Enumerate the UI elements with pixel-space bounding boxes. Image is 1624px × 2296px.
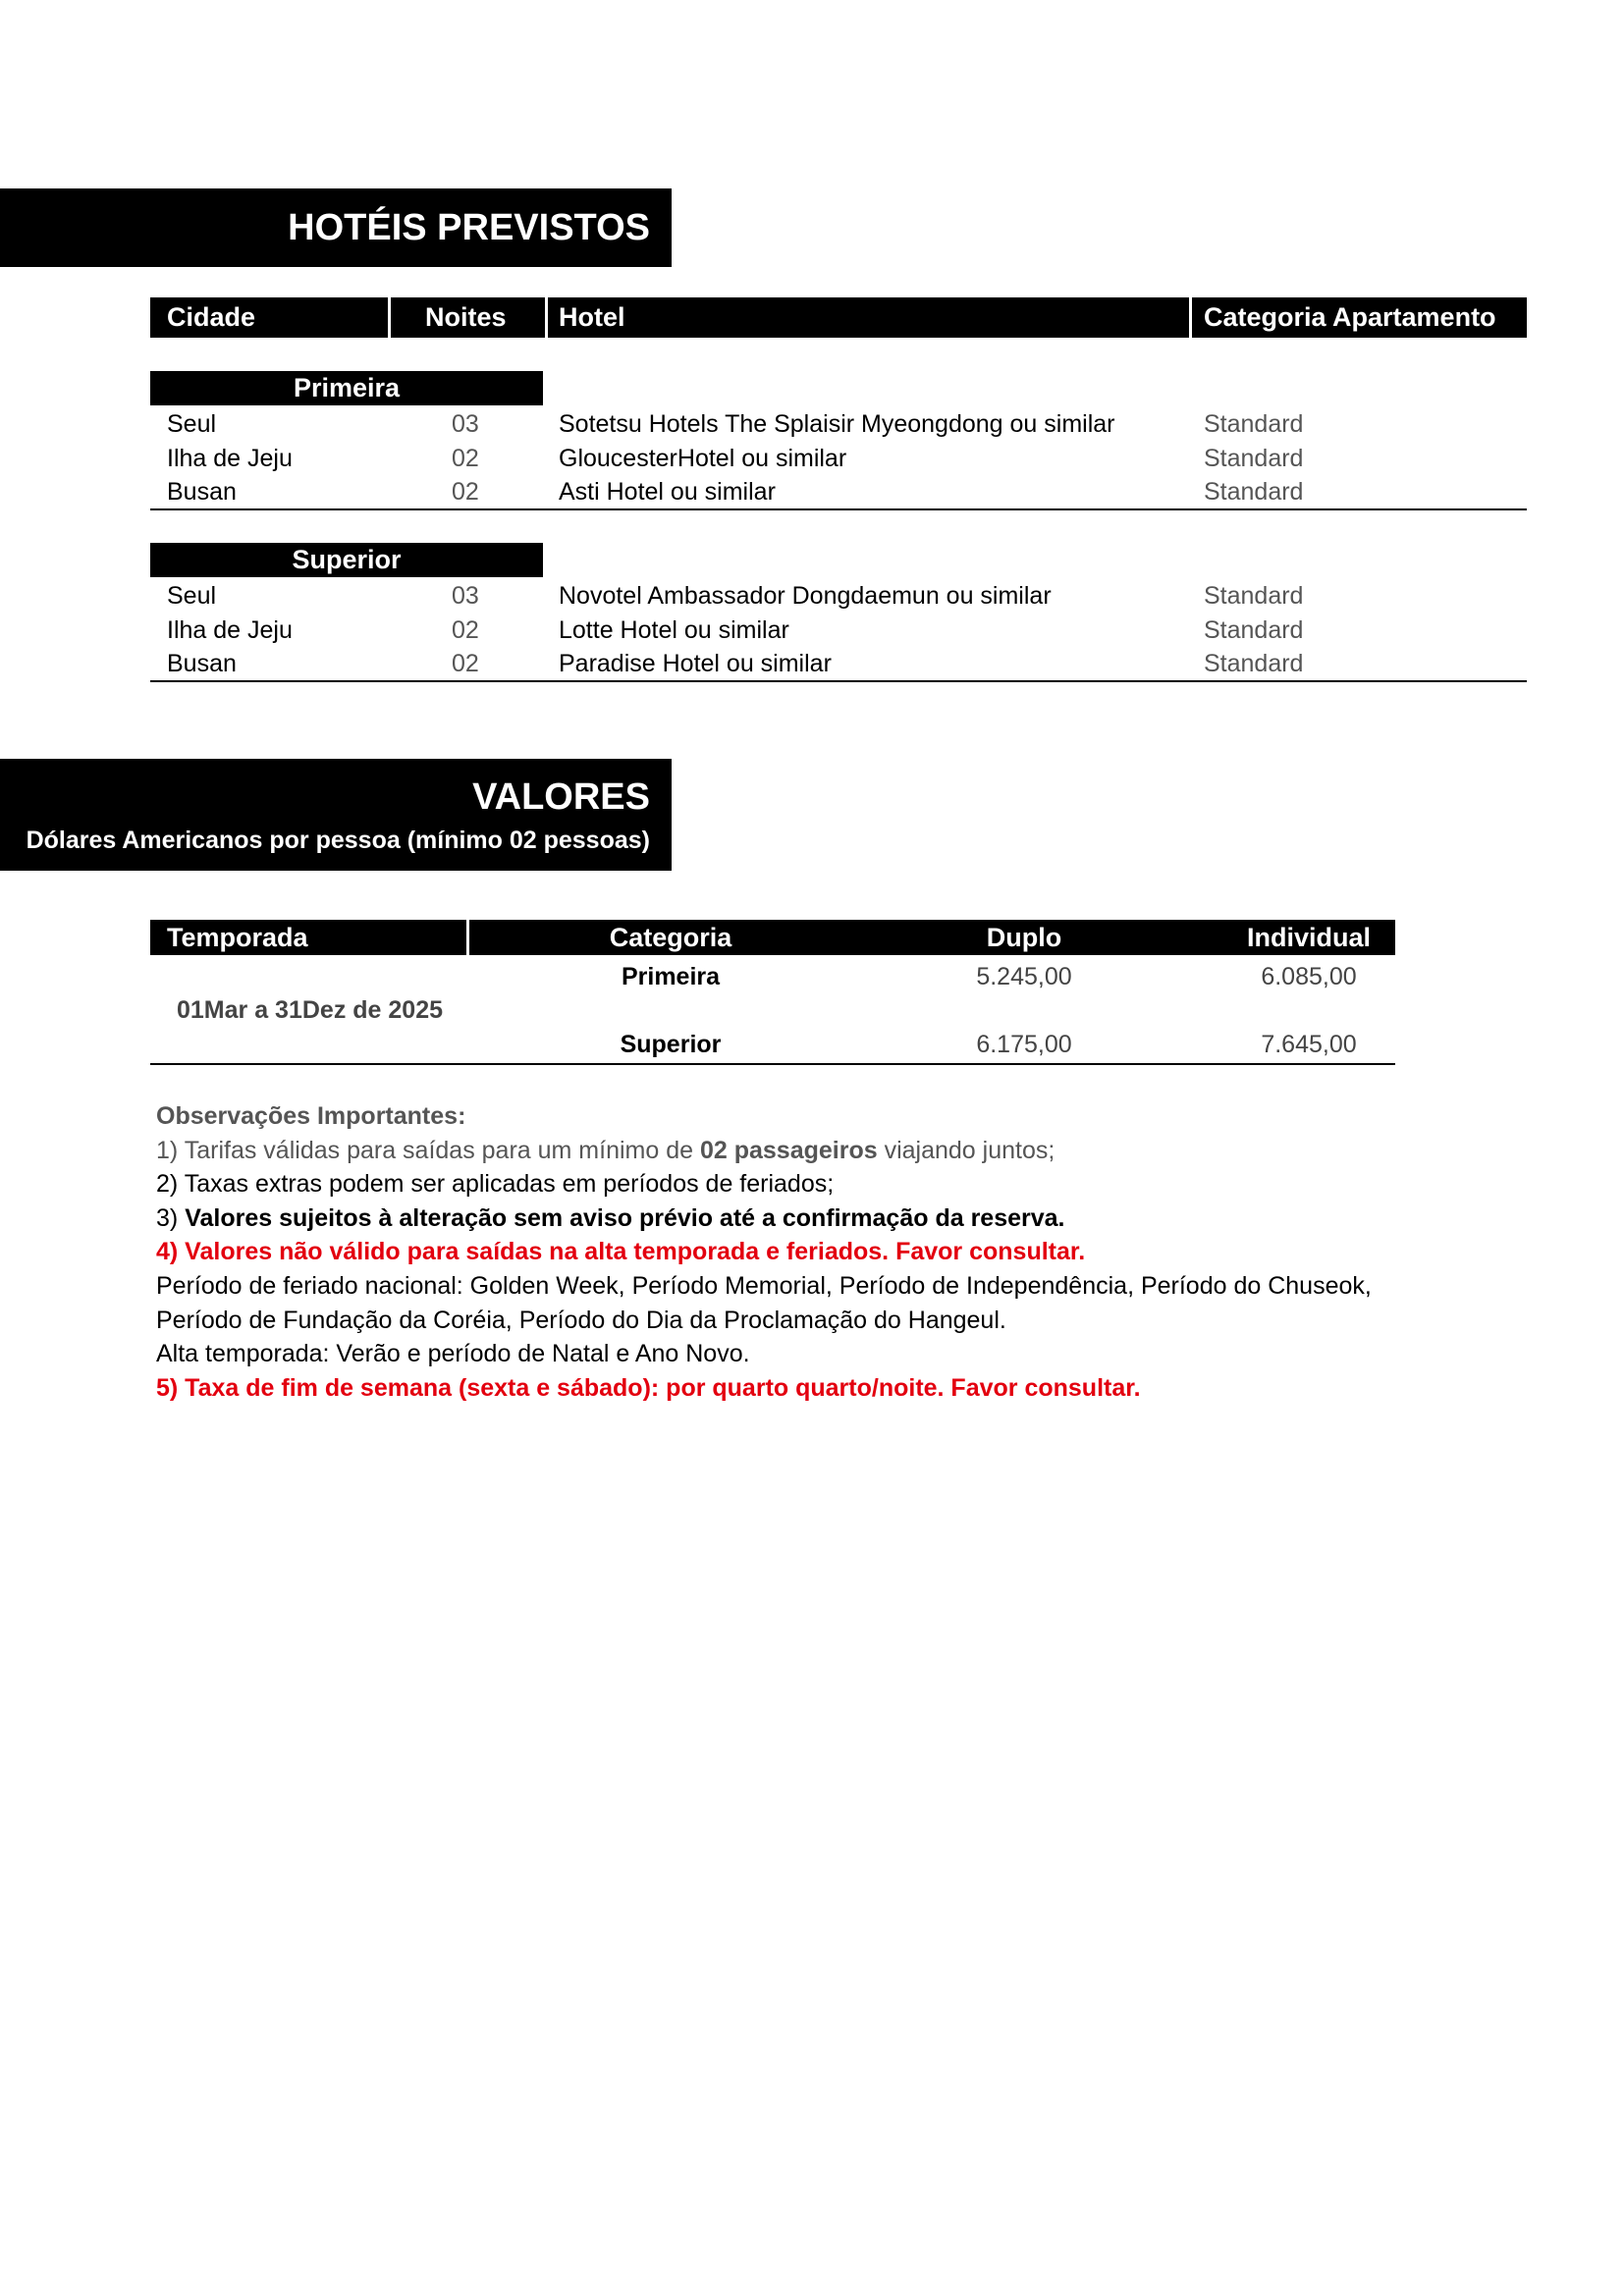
table-row [150, 647, 1527, 681]
cell-room: Standard [1204, 616, 1304, 644]
prices-divider [150, 1063, 1395, 1065]
group-label-primeira: Primeira [150, 371, 543, 405]
note-2: 2) Taxas extras podem ser aplicadas em períodos de feriados; [156, 1170, 835, 1199]
prices-title: VALORES [472, 776, 650, 818]
group-label-superior: Superior [150, 543, 543, 577]
table-row [150, 407, 1527, 442]
group-divider [150, 508, 1527, 510]
cell-room: Standard [1204, 445, 1304, 472]
cell-nights: 03 [452, 410, 479, 438]
cell-city: Seul [167, 582, 217, 610]
header-divider [388, 297, 391, 338]
cell-room: Standard [1204, 410, 1304, 438]
price-single: 6.085,00 [1261, 963, 1357, 990]
header-nights: Noites [425, 302, 507, 332]
table-row [150, 579, 1527, 614]
notes-heading: Observações Importantes: [156, 1102, 466, 1130]
header-hotel: Hotel [559, 302, 625, 332]
cell-room: Standard [1204, 650, 1304, 677]
table-row [150, 442, 1527, 476]
cell-city: Busan [167, 650, 237, 677]
notes-section [156, 1099, 1372, 1405]
cell-hotel: GloucesterHotel ou similar [559, 445, 847, 472]
header-category: Categoria [609, 923, 732, 952]
holiday-periods-line1: Período de feriado nacional: Golden Week, Período Memorial, Período de Independência, Período do Chuseok, [156, 1271, 1372, 1300]
prices-table-header [150, 920, 1395, 955]
group-divider [150, 680, 1527, 682]
cell-nights: 02 [452, 445, 479, 472]
price-row [150, 960, 1395, 993]
season-label: 01Mar a 31Dez de 2025 [177, 996, 444, 1024]
cell-nights: 02 [452, 616, 479, 644]
table-row [150, 475, 1527, 509]
cell-room: Standard [1204, 582, 1304, 610]
cell-hotel: Asti Hotel ou similar [559, 478, 776, 506]
note-3-emphasis: Valores sujeitos à alteração sem aviso prévio até a confirmação da reserva. [185, 1203, 1065, 1232]
cell-hotel: Paradise Hotel ou similar [559, 650, 832, 677]
holiday-periods-line2: Período de Fundação da Coréia, Período do Dia da Proclamação do Hangeul. [156, 1306, 1006, 1334]
header-season: Temporada [167, 923, 308, 952]
prices-subtitle: Dólares Americanos por pessoa (mínimo 02 pessoas) [26, 827, 650, 854]
table-row [150, 614, 1527, 648]
price-double: 6.175,00 [976, 1031, 1072, 1058]
price-category: Primeira [621, 963, 721, 990]
note-3-number: 3) [156, 1203, 186, 1232]
header-divider [1189, 297, 1192, 338]
hotels-title: HOTÉIS PREVISTOS [288, 207, 650, 248]
cell-city: Ilha de Jeju [167, 445, 293, 472]
cell-hotel: Lotte Hotel ou similar [559, 616, 789, 644]
note-1 [156, 1134, 1372, 1168]
price-category: Superior [620, 1031, 722, 1058]
prices-banner [0, 759, 672, 871]
cell-city: Seul [167, 410, 217, 438]
price-row [150, 1028, 1395, 1061]
cell-city: Busan [167, 478, 237, 506]
header-city: Cidade [167, 302, 256, 332]
cell-nights: 03 [452, 582, 479, 610]
header-divider [545, 297, 548, 338]
note-4: 4) Valores não válido para saídas na alta temporada e feriados. Favor consultar. [156, 1238, 1086, 1266]
hotels-banner [0, 188, 672, 267]
header-divider [466, 920, 469, 955]
cell-hotel: Sotetsu Hotels The Splaisir Myeongdong ou similar [559, 410, 1115, 438]
header-room-category: Categoria Apartamento [1204, 302, 1496, 332]
note-1-text: 1) Tarifas válidas para saídas para um mínimo de [156, 1136, 700, 1164]
note-3 [156, 1201, 1372, 1236]
high-season-note: Alta temporada: Verão e período de Natal e Ano Novo. [156, 1340, 750, 1368]
price-single: 7.645,00 [1261, 1031, 1357, 1058]
header-double: Duplo [986, 923, 1062, 952]
note-5: 5) Taxa de fim de semana (sexta e sábado): por quarto quarto/noite. Favor consultar. [156, 1373, 1141, 1402]
cell-nights: 02 [452, 650, 479, 677]
price-double: 5.245,00 [976, 963, 1072, 990]
hotels-table-header [150, 297, 1527, 338]
cell-room: Standard [1204, 478, 1304, 506]
header-single: Individual [1246, 923, 1371, 952]
cell-nights: 02 [452, 478, 479, 506]
note-1-text-end: viajando juntos; [877, 1136, 1056, 1164]
cell-hotel: Novotel Ambassador Dongdaemun ou similar [559, 582, 1052, 610]
note-1-emphasis: 02 passageiros [699, 1136, 878, 1164]
cell-city: Ilha de Jeju [167, 616, 293, 644]
